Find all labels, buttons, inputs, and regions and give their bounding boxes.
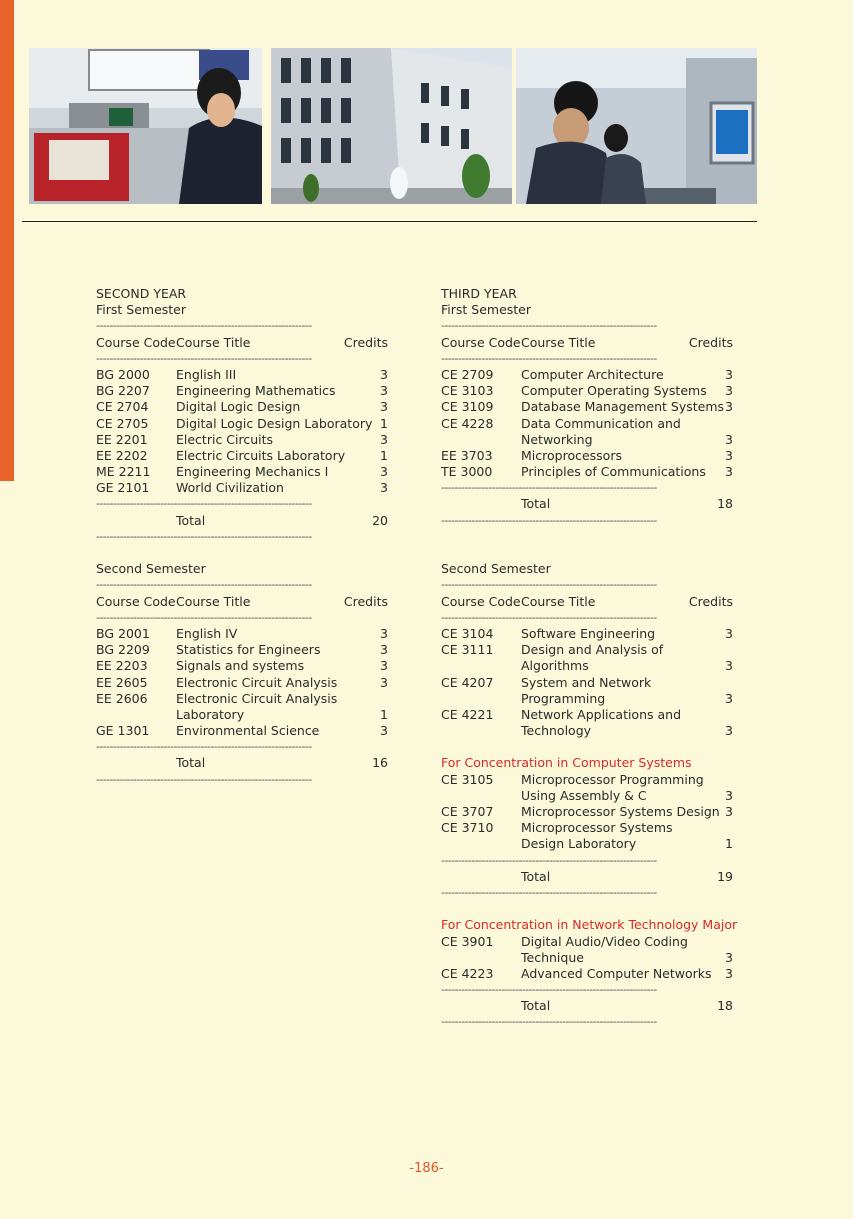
- course-credits: 3: [380, 431, 388, 447]
- course-title: Principles of Communications: [521, 464, 706, 480]
- course-code: CE 3901: [441, 933, 494, 949]
- course-row: [96, 432, 396, 448]
- course-code: CE 4228: [441, 415, 494, 431]
- course-row: [96, 383, 396, 399]
- total-label: Total: [521, 496, 551, 512]
- course-row: [96, 480, 396, 496]
- course-row: [96, 691, 396, 707]
- course-code: GE 1301: [96, 723, 150, 739]
- total-row: [96, 513, 396, 529]
- course-list: [441, 934, 741, 983]
- course-title: Environmental Science: [176, 723, 320, 739]
- header-course-code: Course Code: [441, 334, 521, 350]
- total-credits: 19: [717, 868, 733, 884]
- course-code: EE 2202: [96, 447, 148, 463]
- course-credits: 3: [725, 464, 733, 480]
- course-row: [441, 820, 741, 836]
- course-credits: 1: [725, 836, 733, 852]
- course-credits: 3: [725, 625, 733, 641]
- course-row: [441, 788, 741, 804]
- course-row: [96, 626, 396, 642]
- dash-divider: ----------------------------------------------------------------: [96, 319, 312, 333]
- course-row: [441, 448, 741, 464]
- course-code: CE 3707: [441, 804, 494, 820]
- course-title: Data Communication and: [521, 415, 681, 431]
- course-code: CE 2709: [441, 366, 494, 382]
- dash-divider: ----------------------------------------------------------------: [96, 610, 312, 624]
- course-credits: 3: [380, 723, 388, 739]
- header-course-title: Course Title: [521, 334, 596, 350]
- course-code: EE 2201: [96, 431, 148, 447]
- course-credits: 3: [725, 723, 733, 739]
- total-credits: 16: [372, 755, 388, 771]
- course-code: EE 2605: [96, 674, 148, 690]
- course-code: CE 3104: [441, 625, 494, 641]
- course-code: EE 2606: [96, 690, 148, 706]
- course-code: CE 4207: [441, 674, 494, 690]
- course-row: [96, 367, 396, 383]
- semester-title: Second Semester: [96, 561, 206, 577]
- concentration-title: For Concentration in Network Technology Major: [441, 917, 738, 933]
- course-code: TE 3000: [441, 464, 493, 480]
- course-code: CE 4221: [441, 706, 494, 722]
- header-course-title: Course Title: [521, 593, 596, 609]
- course-row: [441, 772, 741, 788]
- semester-title: First Semester: [441, 302, 532, 318]
- course-credits: 1: [380, 447, 388, 463]
- course-title: Technology: [521, 723, 592, 739]
- course-title: Programming: [521, 690, 606, 706]
- course-title: Statistics for Engineers: [176, 642, 321, 658]
- dash-divider: ----------------------------------------------------------------: [441, 885, 657, 899]
- course-code: EE 2203: [96, 658, 148, 674]
- course-row: [441, 626, 741, 642]
- course-credits: 3: [380, 366, 388, 382]
- dash-divider: ----------------------------------------------------------------: [96, 497, 312, 511]
- table-header: [96, 335, 396, 351]
- course-code: CE 3109: [441, 399, 494, 415]
- total-label: Total: [176, 755, 206, 771]
- total-label: Total: [176, 512, 206, 528]
- header-credits: Credits: [688, 593, 733, 609]
- header-course-title: Course Title: [176, 593, 251, 609]
- course-credits: 1: [380, 415, 388, 431]
- dash-divider: ----------------------------------------------------------------: [441, 610, 657, 624]
- header-credits: Credits: [343, 593, 388, 609]
- course-title: Technique: [521, 949, 584, 965]
- course-row: [96, 448, 396, 464]
- course-title: Network Applications and: [521, 706, 682, 722]
- course-list: [96, 626, 396, 739]
- course-row: [96, 658, 396, 674]
- course-credits: 3: [380, 399, 388, 415]
- course-code: CE 3710: [441, 820, 494, 836]
- course-row: [441, 691, 741, 707]
- course-row: [441, 383, 741, 399]
- dash-divider: ----------------------------------------------------------------: [441, 1015, 657, 1029]
- course-code: CE 4223: [441, 965, 494, 981]
- header-credits: Credits: [343, 334, 388, 350]
- course-credits: 3: [725, 658, 733, 674]
- course-row: [441, 399, 741, 415]
- course-title: Computer Architecture: [521, 366, 664, 382]
- total-row: [441, 869, 741, 885]
- course-title: Electronic Circuit Analysis: [176, 674, 338, 690]
- course-title: Electric Circuits Laboratory: [176, 447, 346, 463]
- course-row: [96, 707, 396, 723]
- dash-divider: ----------------------------------------------------------------: [441, 853, 657, 867]
- course-row: [441, 675, 741, 691]
- photo-campus-building: [271, 48, 512, 204]
- course-credits: 3: [725, 690, 733, 706]
- page-number: -186-: [409, 1161, 444, 1176]
- course-credits: 3: [725, 949, 733, 965]
- header-course-code: Course Code: [96, 593, 176, 609]
- course-title: Digital Audio/Video Coding: [521, 933, 688, 949]
- course-row: [96, 399, 396, 415]
- dash-divider: ----------------------------------------------------------------: [96, 529, 312, 543]
- course-code: CE 3103: [441, 383, 494, 399]
- total-row: [441, 496, 741, 512]
- course-row: [441, 950, 741, 966]
- course-title: World Civilization: [176, 480, 284, 496]
- course-code: BG 2000: [96, 366, 150, 382]
- course-code: BG 2001: [96, 625, 150, 641]
- course-title: Advanced Computer Networks: [521, 965, 712, 981]
- course-title: Using Assembly & C: [521, 787, 647, 803]
- orange-side-bar: [0, 0, 14, 481]
- course-title: Computer Operating Systems: [521, 383, 707, 399]
- year-heading: THIRD YEAR: [441, 286, 517, 301]
- course-credits: 3: [725, 431, 733, 447]
- course-row: [441, 836, 741, 852]
- course-row: [441, 707, 741, 723]
- total-credits: 20: [372, 512, 388, 528]
- course-credits: 3: [725, 399, 733, 415]
- course-credits: 3: [380, 658, 388, 674]
- course-credits: 3: [725, 366, 733, 382]
- course-credits: 3: [380, 464, 388, 480]
- course-title: Signals and systems: [176, 658, 305, 674]
- total-credits: 18: [717, 998, 733, 1014]
- course-title: Microprocessor Programming: [521, 771, 704, 787]
- course-credits: 3: [380, 625, 388, 641]
- concentration-title: For Concentration in Computer Systems: [441, 755, 692, 771]
- course-row: [96, 675, 396, 691]
- dash-divider: ----------------------------------------------------------------: [441, 578, 657, 592]
- course-title: Software Engineering: [521, 625, 656, 641]
- course-code: BG 2207: [96, 383, 150, 399]
- dash-divider: ----------------------------------------------------------------: [96, 772, 312, 786]
- course-title: System and Network: [521, 674, 652, 690]
- course-code: ME 2211: [96, 464, 151, 480]
- third-year-column: [441, 286, 741, 1031]
- course-credits: 3: [380, 642, 388, 658]
- course-row: [96, 416, 396, 432]
- course-title: Database Management Systems: [521, 399, 725, 415]
- header-credits: Credits: [688, 334, 733, 350]
- table-header: [96, 594, 396, 610]
- course-title: Microprocessor Systems: [521, 820, 673, 836]
- header-course-code: Course Code: [441, 593, 521, 609]
- course-credits: 3: [380, 480, 388, 496]
- total-credits: 18: [717, 496, 733, 512]
- course-credits: 3: [380, 674, 388, 690]
- course-list: [441, 772, 741, 853]
- dash-divider: ----------------------------------------------------------------: [96, 351, 312, 365]
- photo-computer-lab: [516, 48, 757, 204]
- dash-divider: ----------------------------------------------------------------: [441, 983, 657, 997]
- year-heading: SECOND YEAR: [96, 286, 187, 301]
- total-row: [96, 755, 396, 771]
- course-credits: 3: [725, 447, 733, 463]
- course-title: English III: [176, 366, 237, 382]
- course-title: Design Laboratory: [521, 836, 637, 852]
- course-row: [96, 723, 396, 739]
- total-row: [441, 998, 741, 1014]
- course-title: Digital Logic Design Laboratory: [176, 415, 373, 431]
- semester-title: First Semester: [96, 302, 187, 318]
- photo-lab-oscilloscope: [29, 48, 262, 204]
- table-header: [441, 335, 741, 351]
- dash-divider: ----------------------------------------------------------------: [96, 740, 312, 754]
- table-header: [441, 594, 741, 610]
- course-title: Design and Analysis of: [521, 642, 664, 658]
- course-row: [441, 416, 741, 432]
- total-label: Total: [521, 868, 551, 884]
- header-course-code: Course Code: [96, 334, 176, 350]
- course-code: CE 2705: [96, 415, 149, 431]
- course-row: [96, 464, 396, 480]
- dash-divider: ----------------------------------------------------------------: [441, 481, 657, 495]
- dash-divider: ----------------------------------------------------------------: [441, 351, 657, 365]
- course-row: [441, 966, 741, 982]
- header-divider: [22, 221, 757, 222]
- course-credits: 3: [725, 383, 733, 399]
- dash-divider: ----------------------------------------------------------------: [441, 513, 657, 527]
- course-title: Microprocessor Systems Design: [521, 804, 720, 820]
- dash-divider: ----------------------------------------------------------------: [96, 578, 312, 592]
- dash-divider: ----------------------------------------------------------------: [441, 319, 657, 333]
- course-row: [441, 934, 741, 950]
- course-list: [441, 626, 741, 739]
- course-code: CE 3111: [441, 642, 494, 658]
- course-title: Engineering Mechanics I: [176, 464, 329, 480]
- header-course-title: Course Title: [176, 334, 251, 350]
- course-code: CE 3105: [441, 771, 494, 787]
- course-row: [96, 642, 396, 658]
- total-label: Total: [521, 998, 551, 1014]
- course-title: Algorithms: [521, 658, 589, 674]
- course-code: GE 2101: [96, 480, 150, 496]
- course-row: [441, 432, 741, 448]
- course-title: Networking: [521, 431, 593, 447]
- course-credits: 3: [380, 383, 388, 399]
- course-title: Microprocessors: [521, 447, 622, 463]
- course-credits: 3: [725, 804, 733, 820]
- semester-title: Second Semester: [441, 561, 551, 577]
- course-list: [96, 367, 396, 497]
- course-credits: 3: [725, 965, 733, 981]
- course-title: Laboratory: [176, 706, 245, 722]
- course-title: Electric Circuits: [176, 431, 274, 447]
- course-title: Electronic Circuit Analysis: [176, 690, 338, 706]
- course-row: [441, 464, 741, 480]
- course-row: [441, 723, 741, 739]
- second-year-column: [96, 286, 396, 788]
- course-row: [441, 642, 741, 658]
- course-credits: 1: [380, 706, 388, 722]
- course-code: BG 2209: [96, 642, 150, 658]
- course-code: CE 2704: [96, 399, 149, 415]
- course-row: [441, 658, 741, 674]
- course-title: Digital Logic Design: [176, 399, 301, 415]
- course-title: English IV: [176, 625, 238, 641]
- course-credits: 3: [725, 787, 733, 803]
- course-title: Engineering Mathematics: [176, 383, 336, 399]
- course-code: EE 3703: [441, 447, 493, 463]
- course-row: [441, 804, 741, 820]
- course-list: [441, 367, 741, 480]
- course-row: [441, 367, 741, 383]
